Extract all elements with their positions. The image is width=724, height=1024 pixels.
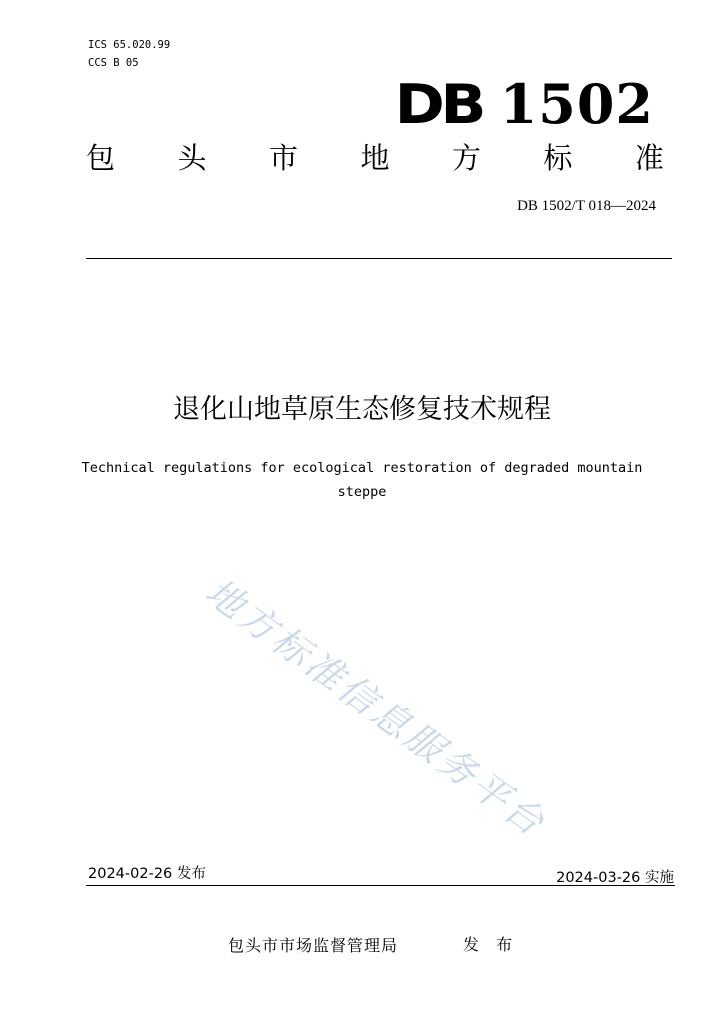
document-title-en: Technical regulations for ecological restoration of degraded mountain steppe [81, 460, 643, 500]
issuing-authority: 包头市市场监督管理局 [228, 936, 399, 955]
standard-type-char: 地 [360, 141, 390, 175]
header-divider [86, 258, 672, 259]
ics-code: ICS 65.020.99 [88, 39, 171, 51]
db-logo-number: 1502 [499, 72, 654, 136]
implement-date: 2024-03-26 实施 [556, 870, 674, 886]
watermark: 地方标准信息服务平台 [197, 569, 555, 846]
standard-type-char: 方 [451, 141, 481, 175]
standard-type-char: 准 [634, 141, 664, 175]
standard-type-char: 市 [268, 141, 298, 175]
footer-divider [86, 885, 675, 886]
ccs-code: CCS B 05 [88, 57, 139, 69]
standard-type-char: 标 [543, 141, 573, 175]
standard-number: DB 1502/T 018—2024 [517, 198, 656, 214]
standard-type-char: 包 [86, 141, 116, 175]
document-title-cn: 退化山地草原生态修复技术规程 [173, 394, 551, 425]
standard-type-char: 头 [177, 141, 207, 175]
issue-label: 发 布 [463, 935, 519, 954]
standard-type-heading [86, 141, 664, 175]
publish-date: 2024-02-26 发布 [88, 866, 206, 882]
db-logo [394, 72, 654, 136]
db-logo-letters: DB [394, 73, 482, 136]
